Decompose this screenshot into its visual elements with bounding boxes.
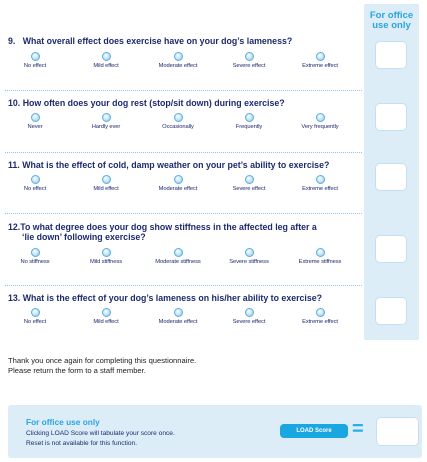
question-text: 12.To what degree does your dog show stiffness in the affected leg after a ‘lie down’ following exercise? <box>8 222 317 242</box>
load-score-button[interactable]: LOAD Score <box>280 424 348 438</box>
option-radio[interactable]: No effect <box>3 52 67 69</box>
question-12 <box>0 213 362 283</box>
option-radio[interactable]: Mild stiffness <box>74 248 138 265</box>
option-radio[interactable]: No effect <box>3 175 67 192</box>
radio-button[interactable] <box>102 248 111 257</box>
total-score-field[interactable] <box>376 417 419 446</box>
question-13 <box>0 285 362 347</box>
radio-button[interactable] <box>245 308 254 317</box>
option-radio[interactable]: Severe effect <box>217 308 281 325</box>
option-radio[interactable]: No effect <box>3 308 67 325</box>
q9-score-box[interactable] <box>375 41 407 69</box>
radio-button[interactable] <box>31 52 40 61</box>
radio-button[interactable] <box>174 308 183 317</box>
office-use-column <box>364 4 419 340</box>
q11-score-box[interactable] <box>375 163 407 191</box>
radio-button[interactable] <box>316 52 325 61</box>
option-radio[interactable]: Mild effect <box>74 52 138 69</box>
divider <box>5 213 362 214</box>
option-radio[interactable]: Extreme effect <box>288 308 352 325</box>
office-use-title: For office use only <box>369 10 414 31</box>
option-radio[interactable]: Severe effect <box>217 175 281 192</box>
option-radio[interactable]: Occasionally <box>146 113 210 130</box>
q13-score-box[interactable] <box>375 297 407 325</box>
radio-button[interactable] <box>245 248 254 257</box>
option-radio[interactable]: Moderate effect <box>146 175 210 192</box>
option-radio[interactable]: Hardly ever <box>74 113 138 130</box>
option-radio[interactable]: Severe effect <box>217 52 281 69</box>
radio-button[interactable] <box>245 52 254 61</box>
radio-button[interactable] <box>316 308 325 317</box>
radio-button[interactable] <box>174 113 183 122</box>
divider <box>5 90 362 91</box>
radio-button[interactable] <box>245 113 254 122</box>
thank-you-message: Thank you once again for completing this questionnaire. Please return the form to a staff member. <box>8 356 197 375</box>
option-radio[interactable]: Mild effect <box>74 308 138 325</box>
radio-button[interactable] <box>245 175 254 184</box>
option-radio[interactable]: Moderate effect <box>146 308 210 325</box>
option-radio[interactable]: Extreme effect <box>288 175 352 192</box>
radio-button[interactable] <box>31 248 40 257</box>
question-text: 9. What overall effect does exercise have on your dog’s lameness? <box>8 36 293 46</box>
radio-button[interactable] <box>31 113 40 122</box>
radio-button[interactable] <box>31 175 40 184</box>
question-11 <box>0 152 362 214</box>
radio-button[interactable] <box>102 308 111 317</box>
instruction-text: Clicking LOAD Score will tabulate your score once. <box>26 430 175 437</box>
option-radio[interactable]: Severe stiffness <box>217 248 281 265</box>
option-radio[interactable]: Never <box>3 113 67 130</box>
equals-sign: = <box>352 418 364 440</box>
q10-score-box[interactable] <box>375 103 407 131</box>
question-9 <box>0 36 362 98</box>
radio-button[interactable] <box>102 52 111 61</box>
q12-score-box[interactable] <box>375 235 407 263</box>
radio-button[interactable] <box>316 175 325 184</box>
question-text: 11. What is the effect of cold, damp weather on your pet’s ability to exercise? <box>8 160 330 170</box>
question-text: 10. How often does your dog rest (stop/sit down) during exercise? <box>8 98 285 108</box>
question-text: 13. What is the effect of your dog’s lameness on his/her ability to exercise? <box>8 293 323 303</box>
radio-button[interactable] <box>31 308 40 317</box>
office-use-panel <box>8 405 422 458</box>
option-radio[interactable]: Moderate stiffness <box>146 248 210 265</box>
radio-button[interactable] <box>174 52 183 61</box>
option-radio[interactable]: Extreme effect <box>288 52 352 69</box>
option-radio[interactable]: Moderate effect <box>146 52 210 69</box>
radio-button[interactable] <box>174 248 183 257</box>
option-radio[interactable]: Mild effect <box>74 175 138 192</box>
option-radio[interactable]: Frequently <box>217 113 281 130</box>
radio-button[interactable] <box>102 113 111 122</box>
option-radio[interactable]: Extreme stiffness <box>288 248 352 265</box>
question-10 <box>0 90 362 152</box>
option-radio[interactable]: No stiffness <box>3 248 67 265</box>
radio-button[interactable] <box>174 175 183 184</box>
divider <box>5 285 362 286</box>
instruction-text: Reset is not available for this function. <box>26 440 138 447</box>
radio-button[interactable] <box>316 113 325 122</box>
radio-button[interactable] <box>316 248 325 257</box>
office-use-heading: For office use only <box>26 417 100 427</box>
option-radio[interactable]: Very frequently <box>288 113 352 130</box>
divider <box>5 152 362 153</box>
radio-button[interactable] <box>102 175 111 184</box>
